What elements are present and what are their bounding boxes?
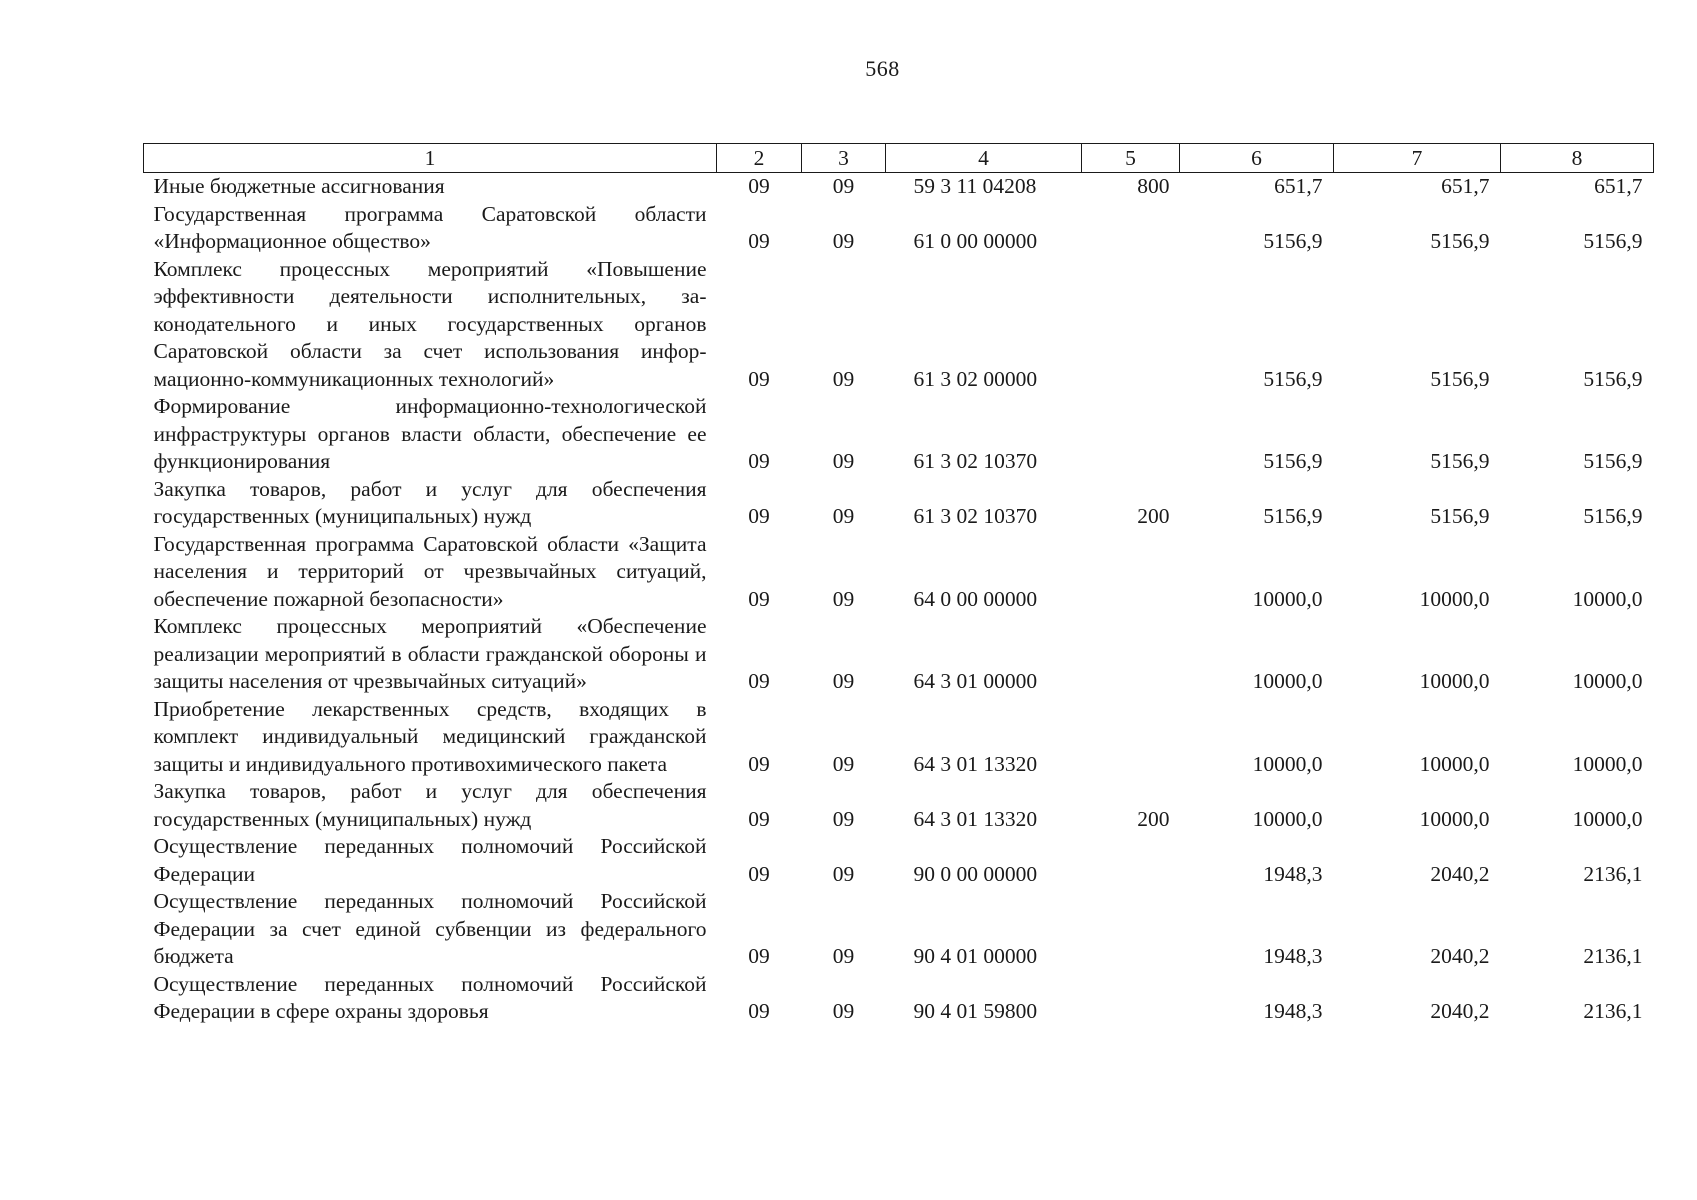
section-code-cell: 09: [748, 999, 770, 1023]
amount-col7-cell: 5156,9: [1430, 366, 1490, 391]
target-article-cell: 64 3 01 13320: [913, 751, 1038, 776]
expense-type-cell: [1082, 393, 1180, 476]
amount-col7-cell: 10000,0: [1419, 669, 1490, 693]
target-article-cell: 64 0 00 00000: [913, 586, 1038, 611]
amount-col8-cell: 2136,1: [1583, 861, 1643, 886]
target-article-cell: 90 0 00 00000: [913, 861, 1038, 886]
row-name-cell: Осуществление переданных полномочий Российской Федерации: [153, 834, 707, 886]
amount-col6-cell: 5156,9: [1263, 229, 1323, 253]
amount-col7-cell: 2040,2: [1430, 861, 1490, 886]
target-article-cell: 90 4 01 00000: [913, 944, 1038, 968]
row-name-cell: Иные бюджетные ассигнования: [153, 174, 445, 198]
amount-col6-cell: 1948,3: [1263, 999, 1323, 1023]
amount-col6-cell: 10000,0: [1252, 586, 1323, 611]
amount-col8-cell: 10000,0: [1572, 586, 1643, 611]
amount-col8-cell: 5156,9: [1583, 504, 1643, 528]
row-name-cell: Государственная программа Саратовской области «Защита населения и территорий от чрезвычайных ситуаций, обеспечение пожарной безопасности»: [153, 531, 707, 611]
row-name-cell: Закупка товаров, работ и услуг для обеспечения государственных (муниципальных) нужд: [153, 779, 707, 831]
amount-col6-cell: 10000,0: [1252, 751, 1323, 776]
expense-type-cell: 200: [1137, 806, 1170, 831]
expense-type-cell: [1082, 971, 1180, 1026]
amount-col8-cell: 2136,1: [1583, 999, 1643, 1023]
amount-col7-cell: 5156,9: [1430, 449, 1490, 473]
amount-col6-cell: 5156,9: [1263, 366, 1323, 391]
column-header-3: 3: [802, 144, 886, 173]
amount-col8-cell: 5156,9: [1583, 366, 1643, 391]
amount-col6-cell: 5156,9: [1263, 449, 1323, 473]
subsection-code-cell: 09: [832, 806, 855, 831]
section-code-cell: 09: [748, 229, 770, 253]
row-name-cell: Осуществление переданных полномочий Российской Федерации за счет единой субвенции из федерального бюджета: [153, 889, 707, 968]
section-code-cell: 09: [748, 449, 770, 473]
table-row: [144, 173, 1654, 201]
expense-type-cell: 200: [1137, 504, 1170, 528]
target-article-cell: 61 0 00 00000: [913, 229, 1038, 253]
subsection-code-cell: 09: [832, 504, 855, 528]
amount-col7-cell: 5156,9: [1430, 229, 1490, 253]
target-article-cell: 61 3 02 10370: [913, 449, 1038, 473]
target-article-cell: 61 3 02 10370: [913, 504, 1038, 528]
amount-col7-cell: 10000,0: [1419, 751, 1490, 776]
expense-type-cell: [1082, 256, 1180, 394]
table-row: [144, 201, 1654, 256]
column-header-4: 4: [886, 144, 1082, 173]
target-article-cell: 61 3 02 00000: [913, 366, 1038, 391]
expense-type-cell: [1082, 888, 1180, 971]
table-row: [144, 833, 1654, 888]
section-code-cell: 09: [748, 944, 770, 968]
amount-col7-cell: 10000,0: [1419, 806, 1490, 831]
amount-col8-cell: 2136,1: [1583, 944, 1643, 968]
table-header: [144, 144, 1654, 173]
table-row: [144, 393, 1654, 476]
expense-type-cell: 800: [1137, 174, 1170, 198]
table-row: [144, 778, 1654, 833]
subsection-code-cell: 09: [832, 861, 855, 886]
row-name-cell: Осуществление переданных полномочий Российской Федерации в сфере охраны здоровья: [153, 971, 707, 1023]
row-name-cell: Государственная программа Саратовской области «Информационное общество»: [153, 201, 707, 253]
table-row: [144, 971, 1654, 1026]
expense-type-cell: [1082, 696, 1180, 779]
subsection-code-cell: 09: [832, 449, 855, 473]
amount-col8-cell: 10000,0: [1572, 669, 1643, 693]
amount-col8-cell: 651,7: [1594, 174, 1643, 198]
amount-col6-cell: 1948,3: [1263, 944, 1323, 968]
table-row: [144, 696, 1654, 779]
page-number: 568: [865, 56, 900, 81]
row-name-cell: Комплекс процессных мероприятий «Обеспечение реализации мероприятий в области гражданской обороны и защиты населения от чрезвычайных ситуаций»: [153, 614, 707, 693]
expense-type-cell: [1082, 531, 1180, 614]
section-code-cell: 09: [748, 366, 770, 391]
amount-col6-cell: 10000,0: [1252, 669, 1323, 693]
section-code-cell: 09: [748, 751, 770, 776]
target-article-cell: 90 4 01 59800: [913, 999, 1038, 1023]
amount-col7-cell: 10000,0: [1419, 586, 1490, 611]
expense-type-cell: [1082, 833, 1180, 888]
amount-col8-cell: 5156,9: [1583, 449, 1643, 473]
row-name-cell: Формирование информационно-технологической инфраструктуры органов власти области, обеспечение ее функционирования: [153, 394, 707, 473]
subsection-code-cell: 09: [832, 229, 855, 253]
column-header-5: 5: [1082, 144, 1180, 173]
target-article-cell: 59 3 11 04208: [913, 174, 1037, 198]
amount-col6-cell: 10000,0: [1252, 806, 1323, 831]
section-code-cell: 09: [748, 504, 770, 528]
section-code-cell: 09: [748, 669, 770, 693]
subsection-code-cell: 09: [832, 999, 855, 1023]
target-article-cell: 64 3 01 00000: [913, 669, 1038, 693]
amount-col7-cell: 651,7: [1441, 174, 1490, 198]
row-name-cell: Закупка товаров, работ и услуг для обеспечения государственных (муниципальных) нужд: [153, 476, 707, 528]
table-body: [144, 173, 1654, 1026]
amount-col8-cell: 5156,9: [1583, 229, 1643, 253]
amount-col7-cell: 5156,9: [1430, 504, 1490, 528]
amount-col8-cell: 10000,0: [1572, 751, 1643, 776]
column-header-1: 1: [144, 144, 717, 173]
column-header-6: 6: [1180, 144, 1334, 173]
row-name-cell: Приобретение лекарственных средств, входящих в комплект индивидуальный медицинский гражданской защиты и индивидуального противохимического пакета: [153, 696, 707, 776]
column-header-7: 7: [1334, 144, 1501, 173]
amount-col6-cell: 1948,3: [1263, 861, 1323, 886]
subsection-code-cell: 09: [832, 669, 855, 693]
section-code-cell: 09: [748, 806, 770, 831]
amount-col8-cell: 10000,0: [1572, 806, 1643, 831]
table-row: [144, 888, 1654, 971]
table-row: [144, 531, 1654, 614]
table-row: [144, 256, 1654, 394]
section-code-cell: 09: [748, 174, 770, 198]
amount-col7-cell: 2040,2: [1430, 999, 1490, 1023]
table-row: [144, 476, 1654, 531]
column-header-2: 2: [717, 144, 802, 173]
column-header-8: 8: [1501, 144, 1654, 173]
amount-col6-cell: 651,7: [1274, 174, 1323, 198]
subsection-code-cell: 09: [832, 944, 855, 968]
expense-type-cell: [1082, 201, 1180, 256]
budget-table: [143, 143, 1654, 1026]
section-code-cell: 09: [748, 861, 770, 886]
amount-col6-cell: 5156,9: [1263, 504, 1323, 528]
row-name-cell: Комплекс процессных мероприятий «Повышение эффективности деятельности исполнительных, законодательного и иных государственных органов Саратовской области за счет использования информационно-коммуникационных технологий»: [153, 256, 707, 391]
table-row: [144, 613, 1654, 696]
section-code-cell: 09: [748, 586, 770, 611]
subsection-code-cell: 09: [832, 174, 855, 198]
subsection-code-cell: 09: [832, 586, 855, 611]
expense-type-cell: [1082, 613, 1180, 696]
subsection-code-cell: 09: [832, 751, 855, 776]
target-article-cell: 64 3 01 13320: [913, 806, 1038, 831]
amount-col7-cell: 2040,2: [1430, 944, 1490, 968]
subsection-code-cell: 09: [832, 366, 855, 391]
